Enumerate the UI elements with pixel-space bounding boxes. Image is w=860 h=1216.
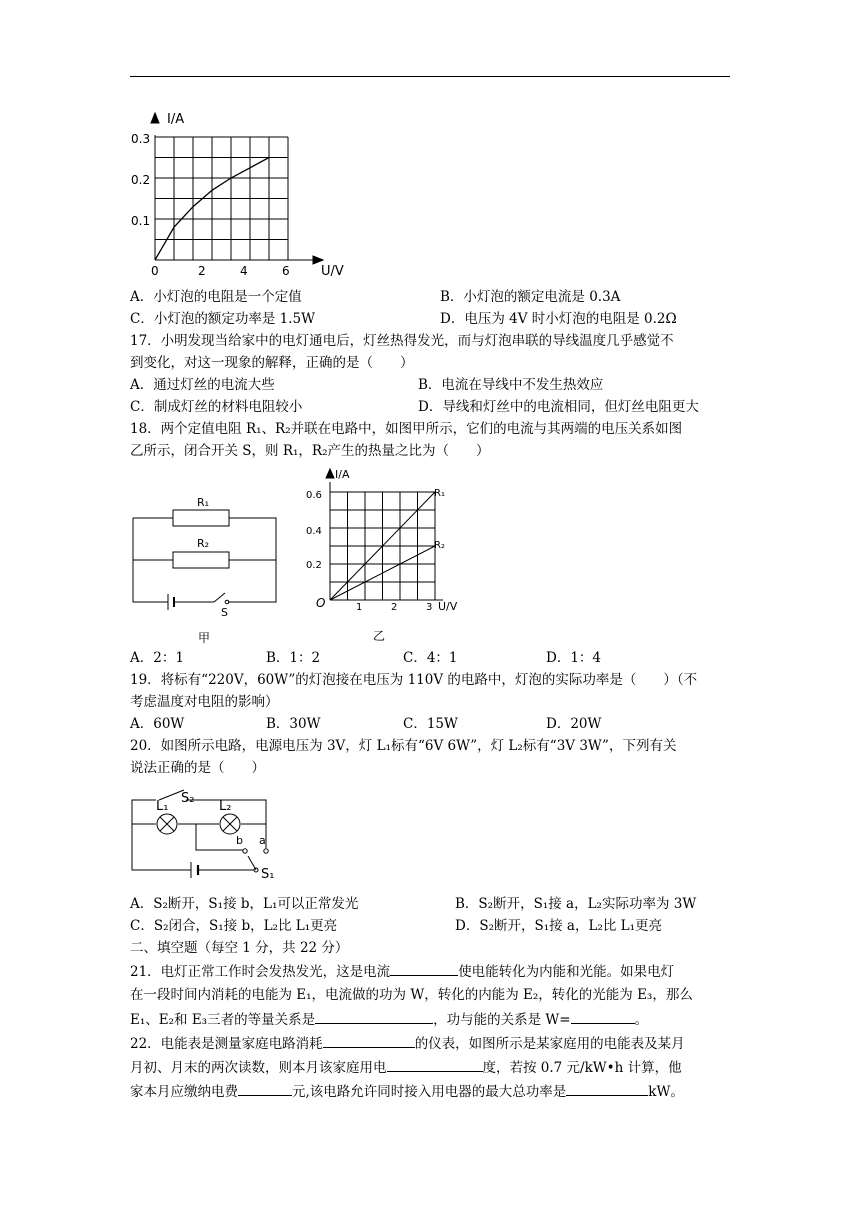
q22-line3 <box>130 1081 684 1102</box>
q18-option-a: A．2：1 <box>130 650 184 666</box>
q22-line2 <box>130 1057 682 1078</box>
answer-blank[interactable] <box>390 961 458 976</box>
q17-option-b: B．电流在导线中不发生热效应 <box>418 377 604 393</box>
contact-b-label: b <box>236 834 243 847</box>
q17-option-c: C．制成灯丝的材料电阻较小 <box>130 399 303 415</box>
fig16-ylabel: I/A <box>167 112 185 127</box>
text: 。 <box>634 1012 649 1028</box>
fig16-xtick: 6 <box>282 264 290 278</box>
q17-option-a: A．通过灯丝的电流大些 <box>130 377 275 393</box>
fig18-xtick: 3 <box>426 602 433 613</box>
text: 使电能转化为内能和光能。如果电灯 <box>458 964 675 980</box>
q19-stem-line2: 考虑温度对电阻的影响） <box>130 694 279 710</box>
fig18-ytick: 0.4 <box>306 526 322 537</box>
q16-option-a: A．小灯泡的电阻是一个定值 <box>130 289 302 305</box>
l2-label: L₂ <box>219 799 232 814</box>
l1-label: L₁ <box>156 799 169 814</box>
answer-blank[interactable] <box>323 1033 415 1048</box>
fig18-ytick: 0.2 <box>306 560 322 571</box>
fig16-y-arrow <box>151 113 159 123</box>
q18-circuit-diagram <box>128 490 288 650</box>
fig16-xtick: 0 <box>151 264 159 278</box>
fig18-ytick: 0.6 <box>306 490 322 501</box>
section-heading: 二、填空题（每空 1 分，共 22 分） <box>130 940 349 956</box>
q21-line1 <box>130 961 674 982</box>
fig18-xlabel: U/V <box>438 600 458 613</box>
fig18-origin: O <box>316 596 326 610</box>
r2-line-label: R₂ <box>434 540 445 551</box>
switch-s1 <box>248 856 256 870</box>
text: 的仪表，如图所示是某家庭用的电能表及某月 <box>414 1036 685 1052</box>
r1-line-label: R₁ <box>434 488 445 499</box>
fig16-ytick: 0.1 <box>131 214 151 228</box>
q18-option-d: D．1：4 <box>546 650 602 666</box>
r2-resistor <box>173 552 229 568</box>
q20-option-d: D．S₂断开，S₁接 a，L₂比 L₁更亮 <box>455 918 663 934</box>
q17-stem-line1: 17．小明发现当给家中的电灯通电后，灯丝热得发光，而与灯泡串联的导线温度几乎感觉不 <box>130 333 674 349</box>
q20-circuit-diagram <box>126 782 286 894</box>
answer-blank[interactable] <box>387 1057 483 1072</box>
q18-iu-chart <box>298 462 473 642</box>
fig16-grid <box>155 137 288 260</box>
text: 家本月应缴纳电费 <box>130 1084 238 1100</box>
answer-blank[interactable] <box>566 1081 648 1096</box>
q17-stem-line2: 到变化，对这一现象的解释，正确的是（ ） <box>130 355 414 371</box>
answer-blank[interactable] <box>315 1009 433 1024</box>
fig16-ytick: 0.3 <box>131 132 151 146</box>
q20-stem-line1: 20．如图所示电路，电源电压为 3V，灯 L₁标有“6V 6W”，灯 L₂标有“3V 3W”，下列有关 <box>130 738 677 754</box>
switch-label: S <box>221 606 228 619</box>
q17-option-d: D．导线和灯丝中的电流相同，但灯丝电阻更大 <box>418 399 699 415</box>
wire <box>132 824 191 870</box>
q16-option-c: C．小灯泡的额定功率是 1.5W <box>130 311 315 327</box>
switch-s <box>214 593 225 602</box>
q20-option-b: B．S₂断开，S₁接 a，L₂实际功率为 3W <box>455 896 697 912</box>
contact-a <box>264 849 268 853</box>
text: 月初、月末的两次读数，则本月该家庭用电 <box>130 1060 387 1076</box>
q19-option-c: C．15W <box>403 716 458 732</box>
fig16-ytick: 0.2 <box>131 173 151 187</box>
q19-option-b: B．30W <box>266 716 321 732</box>
q20-option-c: C．S₂闭合，S₁接 b，L₂比 L₁更亮 <box>130 918 338 934</box>
s2-label: S₂ <box>181 791 195 806</box>
fig-a-caption: 甲 <box>198 631 211 645</box>
q19-option-d: D．20W <box>546 716 602 732</box>
q16-option-d: D．电压为 4V 时小灯泡的电阻是 0.2Ω <box>440 311 677 327</box>
contact-b <box>243 849 247 853</box>
text: 度，若按 0.7 元/kW•h 计算，他 <box>482 1060 682 1076</box>
q20-option-a: A．S₂断开，S₁接 b，L₁可以正常发光 <box>130 896 359 912</box>
fig18-y-arrow <box>326 469 334 478</box>
fig16-xtick: 2 <box>198 264 206 278</box>
answer-blank[interactable] <box>238 1081 292 1096</box>
fig16-xtick: 4 <box>240 264 248 278</box>
answer-blank[interactable] <box>571 1009 635 1024</box>
r2-label: R₂ <box>197 537 210 550</box>
header-rule <box>130 76 730 77</box>
fig16-chart <box>125 105 365 280</box>
q19-option-a: A．60W <box>130 716 185 732</box>
fig18-xtick: 1 <box>356 602 363 613</box>
q18-stem-line2: 乙所示，闭合开关 S，则 R₁，R₂产生的热量之比为（ ） <box>130 443 490 459</box>
q21-line2: 在一段时间内消耗的电能为 E₁，电流做的功为 W，转化的内能为 E₂，转化的光能为 E₃，那么 <box>130 987 693 1003</box>
fig16-x-arrow <box>313 256 323 264</box>
q18-option-c: C．4：1 <box>403 650 458 666</box>
text: 元,该电路允许同时接入用电器的最大总功率是 <box>292 1084 567 1100</box>
s1-label: S₁ <box>261 867 275 882</box>
fig16-xlabel: U/V <box>321 264 344 279</box>
text: kW。 <box>648 1084 684 1100</box>
fig18-ylabel: I/A <box>335 468 350 481</box>
q20-stem-line2: 说法正确的是（ ） <box>130 760 265 776</box>
q21-line3 <box>130 1009 648 1030</box>
q16-option-b: B．小灯泡的额定电流是 0.3A <box>440 289 621 305</box>
text: 22．电能表是测量家庭电路消耗 <box>130 1036 323 1052</box>
q19-stem-line1: 19．将标有“220V，60W”的灯泡接在电压为 110V 的电路中，灯泡的实际功率是（ ）（不 <box>130 672 698 688</box>
text: 21．电灯正常工作时会发热发光，这是电流 <box>130 964 391 980</box>
text: E₁、E₂和 E₃三者的等量关系是 <box>130 1012 316 1028</box>
q18-stem-line1: 18．两个定值电阻 R₁、R₂并联在电路中，如图甲所示，它们的电流与其两端的电压关系如图 <box>130 421 683 437</box>
q18-option-b: B．1：2 <box>266 650 321 666</box>
wire <box>132 800 156 824</box>
r1-label: R₁ <box>197 496 210 509</box>
fig18-xtick: 2 <box>391 602 398 613</box>
q22-line1 <box>130 1033 685 1054</box>
r1-resistor <box>173 510 229 526</box>
text: ，功与能的关系是 W= <box>433 1012 571 1028</box>
contact-a-label: a <box>259 834 266 847</box>
fig-b-caption: 乙 <box>373 629 386 642</box>
